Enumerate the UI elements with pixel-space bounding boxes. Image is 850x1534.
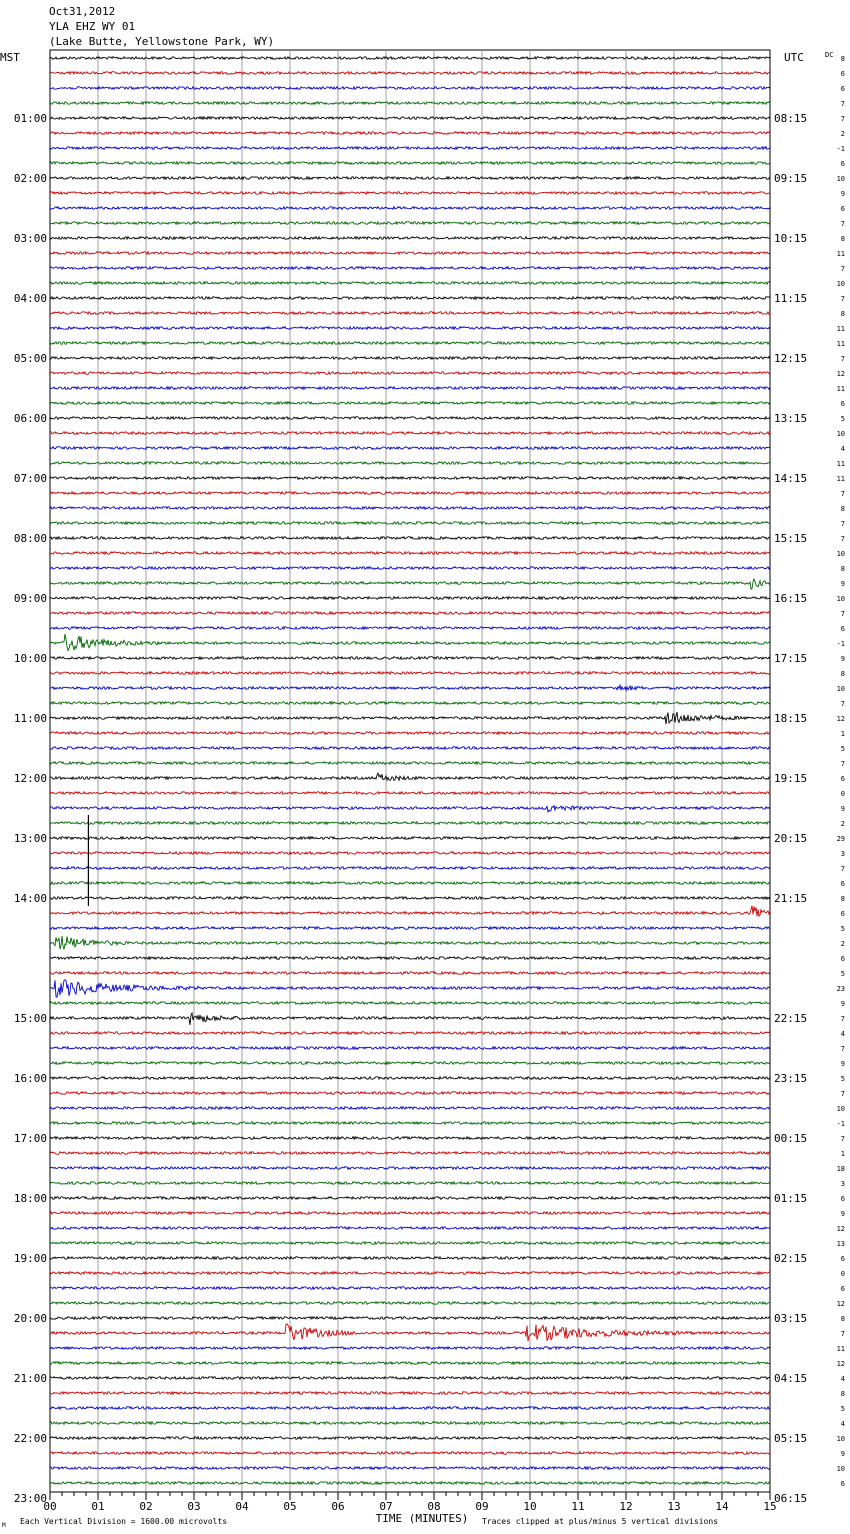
dc-offset-label: 9 — [840, 190, 845, 198]
mst-hour-label: 11:00 — [13, 712, 47, 725]
mst-hour-label: 09:00 — [13, 592, 47, 605]
seismic-trace — [50, 579, 770, 589]
seismic-trace — [50, 634, 770, 650]
dc-offset-label: 7 — [840, 865, 845, 873]
mst-hour-label: 16:00 — [13, 1072, 47, 1085]
mst-hour-label: 15:00 — [13, 1012, 47, 1025]
seismic-trace — [50, 712, 770, 724]
seismic-trace — [50, 1227, 770, 1230]
utc-hour-label: 01:15 — [774, 1192, 808, 1205]
dc-offset-label: 12 — [836, 715, 845, 723]
dc-offset-label: 11 — [836, 475, 845, 483]
seismic-trace — [50, 1197, 770, 1200]
dc-offset-label: 7 — [840, 115, 845, 123]
dc-offset-label: 6 — [840, 400, 845, 408]
seismic-trace — [50, 417, 770, 420]
dc-offset-label: 29 — [836, 835, 845, 843]
seismic-trace — [50, 897, 770, 900]
left-axis-label: MST — [0, 51, 20, 64]
seismic-trace — [50, 402, 770, 405]
dc-offset-label: 5 — [840, 415, 845, 423]
dc-offset-label: 7 — [840, 220, 845, 228]
seismic-trace — [50, 132, 770, 135]
seismic-trace — [50, 267, 770, 270]
mst-hour-label: 05:00 — [13, 352, 47, 365]
dc-offset-label: 8 — [840, 1315, 845, 1323]
seismic-trace — [50, 462, 770, 465]
seismic-trace — [50, 792, 770, 795]
dc-offset-label: 11 — [836, 340, 845, 348]
seismic-trace — [50, 672, 770, 675]
seismic-trace — [50, 1257, 770, 1260]
dc-offset-label: 7 — [840, 100, 845, 108]
dc-offset-label: 5 — [840, 1075, 845, 1083]
dc-offset-label: 9 — [840, 805, 845, 813]
seismic-trace — [50, 1324, 770, 1341]
dc-offset-label: 4 — [840, 1030, 845, 1038]
utc-hour-label: 03:15 — [774, 1312, 808, 1325]
seismic-trace — [50, 447, 770, 450]
utc-hour-label: 20:15 — [774, 832, 808, 845]
dc-offset-label: 9 — [840, 1450, 845, 1458]
seismic-trace — [50, 1167, 770, 1170]
seismic-trace — [50, 57, 770, 60]
dc-offset-label: 10 — [836, 1105, 845, 1113]
seismic-trace — [50, 936, 770, 949]
seismic-trace — [50, 1302, 770, 1305]
seismic-trace — [50, 387, 770, 390]
dc-offset-label: 7 — [840, 1330, 845, 1338]
dc-offset-label: 10 — [836, 280, 845, 288]
x-tick-label: 03 — [187, 1500, 201, 1513]
seismic-trace — [50, 1347, 770, 1350]
seismic-trace — [50, 252, 770, 255]
right-axis-label: UTC — [784, 51, 804, 64]
dc-label: DC — [825, 51, 834, 59]
utc-hour-label: 08:15 — [774, 112, 808, 125]
seismic-trace — [50, 282, 770, 285]
seismic-trace — [50, 522, 770, 525]
seismic-trace — [50, 1107, 770, 1110]
mst-hour-label: 02:00 — [13, 172, 47, 185]
seismic-trace — [50, 882, 770, 885]
x-tick-label: 09 — [475, 1500, 489, 1513]
dc-offset-label: 12 — [836, 1225, 845, 1233]
seismic-trace — [50, 980, 770, 997]
dc-offset-label: 9 — [840, 1000, 845, 1008]
x-tick-label: 13 — [667, 1500, 681, 1513]
dc-offset-label: 7 — [840, 265, 845, 273]
dc-offset-label: 2 — [840, 940, 845, 948]
x-tick-label: 04 — [235, 1500, 249, 1513]
scale-note: Each Vertical Division = 1600.00 microvolts — [20, 1517, 228, 1526]
dc-offset-label: 18 — [836, 1165, 845, 1173]
dc-offset-label: 7 — [840, 760, 845, 768]
dc-offset-label: 4 — [840, 445, 845, 453]
seismic-trace — [50, 477, 770, 480]
x-tick-label: 11 — [571, 1500, 585, 1513]
x-tick-label: 08 — [427, 1500, 441, 1513]
seismic-trace — [50, 147, 770, 150]
x-tick-label: 05 — [283, 1500, 297, 1513]
dc-offset-label: 2 — [840, 130, 845, 138]
dc-offset-label: 7 — [840, 1015, 845, 1023]
seismic-trace — [50, 432, 770, 435]
dc-offset-label: 5 — [840, 970, 845, 978]
dc-offset-label: 2 — [840, 820, 845, 828]
dc-offset-label: 12 — [836, 1300, 845, 1308]
seismic-trace — [50, 102, 770, 105]
dc-offset-label: 7 — [840, 1090, 845, 1098]
seismic-trace — [50, 732, 770, 735]
dc-offset-label: 0 — [840, 790, 845, 798]
seismic-trace — [50, 972, 770, 975]
dc-offset-label: 6 — [840, 1480, 845, 1488]
seismic-trace — [50, 1002, 770, 1005]
seismic-trace — [50, 1047, 770, 1050]
seismic-trace — [50, 222, 770, 225]
seismic-trace — [50, 1317, 770, 1320]
dc-offset-label: 11 — [836, 1345, 845, 1353]
seismic-trace — [50, 507, 770, 510]
dc-offset-label: 10 — [836, 1435, 845, 1443]
dc-offset-label: 10 — [836, 550, 845, 558]
seismic-trace — [50, 867, 770, 870]
seismic-trace — [50, 685, 770, 690]
utc-hour-label: 22:15 — [774, 1012, 808, 1025]
utc-hour-label: 00:15 — [774, 1132, 808, 1145]
utc-hour-label: 13:15 — [774, 412, 808, 425]
x-axis-title: TIME (MINUTES) — [375, 1512, 469, 1525]
seismic-trace — [50, 906, 770, 917]
dc-offset-label: 6 — [840, 160, 845, 168]
dc-offset-label: 10 — [836, 1465, 845, 1473]
mst-hour-label: 12:00 — [13, 772, 47, 785]
dc-offset-label: 4 — [840, 1420, 845, 1428]
utc-hour-label: 05:15 — [774, 1432, 808, 1445]
dc-offset-label: 1 — [840, 1150, 845, 1158]
mst-hour-label: 14:00 — [13, 892, 47, 905]
seismic-trace — [50, 162, 770, 165]
mst-hour-label: 07:00 — [13, 472, 47, 485]
seismic-trace — [50, 117, 770, 120]
utc-hour-label: 06:15 — [774, 1492, 808, 1505]
dc-offset-label: 10 — [836, 595, 845, 603]
seismic-trace — [50, 372, 770, 375]
dc-offset-label: 10 — [836, 685, 845, 693]
dc-offset-label: 13 — [836, 1240, 845, 1248]
seismic-trace — [50, 1422, 770, 1425]
x-tick-label: 01 — [91, 1500, 105, 1513]
dc-offset-label: 8 — [840, 235, 845, 243]
seismic-trace — [50, 1437, 770, 1440]
dc-offset-label: 9 — [840, 1060, 845, 1068]
seismic-trace — [50, 612, 770, 615]
dc-offset-label: 8 — [840, 1390, 845, 1398]
mst-hour-label: 19:00 — [13, 1252, 47, 1265]
x-tick-label: 06 — [331, 1500, 345, 1513]
seismic-trace — [50, 1182, 770, 1185]
utc-hour-label: 21:15 — [774, 892, 808, 905]
dc-offset-label: 9 — [840, 655, 845, 663]
seismic-trace — [50, 297, 770, 300]
x-tick-label: 15 — [763, 1500, 777, 1513]
dc-offset-label: 8 — [840, 310, 845, 318]
dc-offset-label: 7 — [840, 520, 845, 528]
dc-offset-label: 6 — [840, 85, 845, 93]
dc-offset-label: 8 — [840, 895, 845, 903]
mst-hour-label: 21:00 — [13, 1372, 47, 1385]
dc-offset-label: 5 — [840, 745, 845, 753]
x-tick-label: 07 — [379, 1500, 393, 1513]
clip-note: Traces clipped at plus/minus 5 vertical divisions — [482, 1517, 719, 1526]
seismic-trace — [50, 773, 770, 780]
seismic-trace — [50, 657, 770, 660]
utc-hour-label: 16:15 — [774, 592, 808, 605]
dc-offset-label: 6 — [840, 880, 845, 888]
dc-offset-label: 8 — [840, 55, 845, 63]
seismic-trace — [50, 1122, 770, 1125]
seismic-trace — [50, 237, 770, 240]
dc-offset-label: 3 — [840, 850, 845, 858]
seismic-trace — [50, 537, 770, 540]
dc-offset-label: 12 — [836, 1360, 845, 1368]
seismic-trace — [50, 822, 770, 825]
seismic-trace — [50, 1407, 770, 1410]
dc-offset-label: 11 — [836, 460, 845, 468]
seismic-trace — [50, 1272, 770, 1275]
seismic-trace — [50, 567, 770, 570]
seismic-trace — [50, 342, 770, 345]
utc-hour-label: 18:15 — [774, 712, 808, 725]
x-tick-label: 00 — [43, 1500, 57, 1513]
mst-hour-label: 10:00 — [13, 652, 47, 665]
dc-offset-label: 5 — [840, 1405, 845, 1413]
seismic-trace — [50, 1287, 770, 1290]
mst-hour-label: 01:00 — [13, 112, 47, 125]
mst-hour-label: 22:00 — [13, 1432, 47, 1445]
seismic-trace — [50, 492, 770, 495]
seismic-trace — [50, 207, 770, 210]
dc-offset-label: 10 — [836, 175, 845, 183]
x-tick-label: 12 — [619, 1500, 633, 1513]
dc-offset-label: 6 — [840, 70, 845, 78]
dc-offset-label: 6 — [840, 910, 845, 918]
seismic-trace — [50, 1362, 770, 1365]
dc-offset-label: 7 — [840, 610, 845, 618]
seismic-trace — [50, 1377, 770, 1380]
seismic-trace — [50, 1137, 770, 1140]
seismic-trace — [50, 327, 770, 330]
dc-offset-label: 6 — [840, 1195, 845, 1203]
seismic-trace — [50, 837, 770, 840]
plot-frame — [50, 50, 770, 1492]
seismic-trace — [50, 702, 770, 705]
mst-hour-label: 18:00 — [13, 1192, 47, 1205]
seismic-trace — [50, 357, 770, 360]
seismic-trace — [50, 1242, 770, 1245]
dc-offset-label: 6 — [840, 625, 845, 633]
dc-offset-label: 5 — [840, 925, 845, 933]
dc-offset-label: 3 — [840, 1180, 845, 1188]
record-date: Oct31,2012 — [49, 5, 116, 18]
seismic-trace — [50, 87, 770, 90]
mst-hour-label: 17:00 — [13, 1132, 47, 1145]
dc-offset-label: 4 — [840, 1375, 845, 1383]
dc-offset-label: 6 — [840, 205, 845, 213]
dc-offset-label: 11 — [836, 325, 845, 333]
x-tick-label: 02 — [139, 1500, 153, 1513]
seismic-trace — [50, 852, 770, 855]
utc-hour-label: 14:15 — [774, 472, 808, 485]
seismic-trace — [50, 1092, 770, 1095]
seismic-trace — [50, 957, 770, 960]
corner-mark: M — [2, 1522, 6, 1529]
dc-offset-label: 6 — [840, 1255, 845, 1263]
seismic-trace — [50, 1062, 770, 1065]
seismic-trace — [50, 627, 770, 630]
seismic-trace — [50, 597, 770, 600]
seismic-trace — [50, 1077, 770, 1080]
dc-offset-label: 7 — [840, 490, 845, 498]
utc-hour-label: 09:15 — [774, 172, 808, 185]
utc-hour-label: 10:15 — [774, 232, 808, 245]
mst-hour-label: 04:00 — [13, 292, 47, 305]
dc-offset-label: 9 — [840, 1210, 845, 1218]
dc-offset-label: 1 — [840, 730, 845, 738]
dc-offset-label: 7 — [840, 295, 845, 303]
dc-offset-label: 23 — [836, 985, 845, 993]
seismic-trace — [50, 72, 770, 75]
seismic-trace — [50, 1482, 770, 1485]
dc-offset-label: 8 — [840, 565, 845, 573]
dc-offset-label: -1 — [836, 640, 845, 648]
mst-hour-label: 20:00 — [13, 1312, 47, 1325]
utc-hour-label: 04:15 — [774, 1372, 808, 1385]
utc-hour-label: 12:15 — [774, 352, 808, 365]
dc-offset-label: 0 — [840, 1270, 845, 1278]
dc-offset-label: -1 — [836, 145, 845, 153]
dc-offset-label: 8 — [840, 670, 845, 678]
dc-offset-label: 8 — [840, 505, 845, 513]
dc-offset-label: 6 — [840, 955, 845, 963]
dc-offset-label: 7 — [840, 535, 845, 543]
x-tick-label: 14 — [715, 1500, 729, 1513]
seismic-trace — [50, 552, 770, 555]
seismic-trace — [50, 762, 770, 765]
mst-hour-label: 13:00 — [13, 832, 47, 845]
dc-offset-label: 9 — [840, 580, 845, 588]
utc-hour-label: 02:15 — [774, 1252, 808, 1265]
mst-hour-label: 03:00 — [13, 232, 47, 245]
seismic-trace — [50, 806, 770, 812]
seismic-trace — [50, 927, 770, 930]
seismic-trace — [50, 1452, 770, 1455]
seismic-trace — [50, 1212, 770, 1215]
utc-hour-label: 19:15 — [774, 772, 808, 785]
dc-offset-label: 10 — [836, 430, 845, 438]
dc-offset-label: 7 — [840, 1135, 845, 1143]
seismic-trace — [50, 1392, 770, 1395]
dc-offset-label: 11 — [836, 385, 845, 393]
mst-hour-label: 08:00 — [13, 532, 47, 545]
dc-offset-label: 7 — [840, 355, 845, 363]
utc-hour-label: 23:15 — [774, 1072, 808, 1085]
dc-offset-label: 6 — [840, 1285, 845, 1293]
seismic-trace — [50, 747, 770, 750]
x-tick-label: 10 — [523, 1500, 537, 1513]
seismic-trace — [50, 177, 770, 180]
dc-offset-label: -1 — [836, 1120, 845, 1128]
seismic-trace — [50, 312, 770, 315]
seismic-trace — [50, 1467, 770, 1470]
seismic-trace — [50, 1013, 770, 1025]
seismic-trace — [50, 1032, 770, 1035]
dc-offset-label: 7 — [840, 700, 845, 708]
dc-offset-label: 12 — [836, 370, 845, 378]
dc-offset-label: 11 — [836, 250, 845, 258]
utc-hour-label: 11:15 — [774, 292, 808, 305]
dc-offset-label: 6 — [840, 775, 845, 783]
dc-offset-label: 7 — [840, 1045, 845, 1053]
mst-hour-label: 06:00 — [13, 412, 47, 425]
utc-hour-label: 17:15 — [774, 652, 808, 665]
seismic-trace — [50, 192, 770, 195]
mst-hour-label: 23:00 — [13, 1492, 47, 1505]
station-location: (Lake Butte, Yellowstone Park, WY) — [49, 35, 275, 48]
seismic-trace — [50, 1152, 770, 1155]
utc-hour-label: 15:15 — [774, 532, 808, 545]
station-name: YLA EHZ WY 01 — [49, 20, 136, 33]
